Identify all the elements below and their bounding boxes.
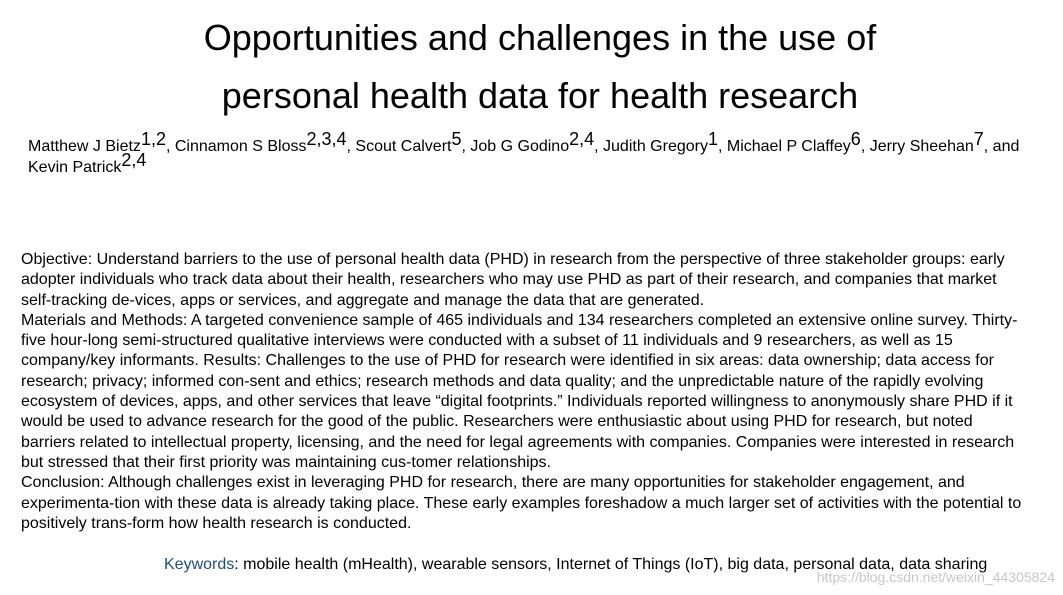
author-list xyxy=(28,129,1038,178)
author-affiliation: 2,3,4 xyxy=(306,129,347,149)
author-name: Scout Calvert xyxy=(355,138,452,155)
author-affiliation: 1,2 xyxy=(140,129,166,149)
keywords-label: Keywords xyxy=(164,556,235,573)
document-title-line-2: personal health data for health research xyxy=(221,75,859,116)
author-name: Matthew J Bietz xyxy=(28,138,141,155)
author-separator: , xyxy=(346,138,356,155)
abstract xyxy=(21,250,1031,534)
author-name: Cinnamon S Bloss xyxy=(174,138,307,155)
document-title-line-1: Opportunities and challenges in the use of xyxy=(203,17,877,58)
author-name: Job G Godino xyxy=(470,138,570,155)
author-separator: , xyxy=(860,138,870,155)
author-separator: , xyxy=(717,138,727,155)
author-affiliation: 6 xyxy=(850,129,861,149)
author-name: Kevin Patrick xyxy=(28,159,122,176)
abstract-conclusion: Conclusion: Although challenges exist in leveraging PHD for research, there are many opportunities for stakeholder engagement, and experimenta-tion with these data is already taking place. These early examples foreshadow a much larger set of activities with the potential to positively trans-form how health research is conducted. xyxy=(21,474,1022,532)
author-affiliation: 2,4 xyxy=(121,150,147,170)
author-separator: , and xyxy=(983,138,1020,155)
author-separator: , xyxy=(461,138,471,155)
author-affiliation: 1 xyxy=(707,129,718,149)
keywords-text: : mobile health (mHealth), wearable sensors, Internet of Things (IoT), big data, personal data, data sharing xyxy=(234,556,988,573)
watermark: https://blog.csdn.net/weixin_44305824 xyxy=(816,569,1055,585)
author-name: Michael P Claffey xyxy=(726,138,851,155)
author-affiliation: 5 xyxy=(451,129,462,149)
author-name: Judith Gregory xyxy=(603,138,708,155)
author-affiliation: 7 xyxy=(973,129,984,149)
author-name: Jerry Sheehan xyxy=(869,138,974,155)
abstract-methods-results: Materials and Methods: A targeted convenience sample of 465 individuals and 134 researchers completed an extensive online survey. Thirty-five hour-long semi-structured qualitative interviews were conducted with a subset of 11 individuals and 9 researchers, as well as 15 company/key informants. Results: Challenges to the use of PHD for research were identified in six areas: data ownership; data access for research; privacy; informed con-sent and ethics; research methods and data quality; and the unpredictable nature of the rapidly evolving ecosystem of devices, apps, and other services that leave “digital footprints.” Individuals reported willingness to anonymously share PHD if it would be used to advance research for the good of the public. Researchers were enthusiastic about using PHD for research, but noted barriers related to intellectual property, licensing, and the need for legal agreements with companies. Companies were interested in research but stressed that their first priority was maintaining cus-tomer relationships. xyxy=(21,311,1018,471)
author-separator: , xyxy=(594,138,604,155)
author-separator: , xyxy=(165,138,175,155)
abstract-objective: Objective: Understand barriers to the use of personal health data (PHD) in research from the perspective of three stakeholder groups: early adopter individuals who track data about their health, researchers who may use PHD as part of their research, and companies that market self-tracking de-vices, apps or services, and aggregate and manage the data that are generated. xyxy=(21,251,1005,309)
author-affiliation: 2,4 xyxy=(569,129,595,149)
